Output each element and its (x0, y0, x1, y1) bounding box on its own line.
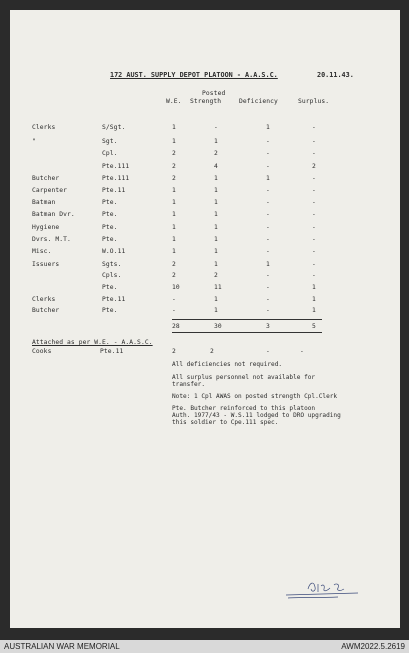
table-cell-deficiency: 1 (266, 175, 270, 182)
table-cell-surplus: - (312, 236, 316, 243)
total-posted: 30 (214, 323, 222, 330)
table-cell-surplus: 1 (312, 296, 316, 303)
attached-surplus: - (300, 348, 304, 355)
table-cell-posted: 1 (214, 236, 218, 243)
table-cell-trade: Issuers (32, 261, 60, 268)
table-cell-trade: Batman (32, 199, 56, 206)
table-cell-posted: 1 (214, 175, 218, 182)
total-rule (172, 319, 322, 320)
attached-heading: Attached as per W.E. - A.A.S.C. (32, 339, 153, 346)
table-cell-we: 1 (172, 236, 176, 243)
table-cell-surplus: - (312, 138, 316, 145)
table-cell-surplus: - (312, 150, 316, 157)
table-cell-surplus: - (312, 175, 316, 182)
table-cell-deficiency: - (266, 284, 270, 291)
attached-posted: 2 (210, 348, 214, 355)
header-surplus: Surplus. (298, 98, 330, 105)
table-cell-deficiency: - (266, 199, 270, 206)
table-cell-rank: S/Sgt. (102, 124, 126, 131)
table-cell-posted: 1 (214, 211, 218, 218)
document-date: 20.11.43. (317, 71, 354, 79)
table-cell-deficiency: 1 (266, 124, 270, 131)
table-cell-we: 2 (172, 272, 176, 279)
table-cell-deficiency: - (266, 296, 270, 303)
table-cell-trade: Batman Dvr. (32, 211, 75, 218)
table-cell-we: 1 (172, 211, 176, 218)
footer-accession: AWM2022.5.2619 (341, 642, 405, 651)
table-cell-trade: Hygiene (32, 224, 60, 231)
table-cell-we: 2 (172, 261, 176, 268)
attached-deficiency: - (266, 348, 270, 355)
document-title: 172 AUST. SUPPLY DEPOT PLATOON - A.A.S.C. (110, 71, 278, 79)
footer-institution: AUSTRALIAN WAR MEMORIAL (4, 642, 120, 651)
table-cell-deficiency: - (266, 138, 270, 145)
table-cell-we: 1 (172, 138, 176, 145)
table-cell-deficiency: - (266, 163, 270, 170)
table-cell-posted: 1 (214, 224, 218, 231)
table-cell-trade: Dvrs. M.T. (32, 236, 71, 243)
note-line: All surplus personnel not available for (172, 374, 316, 381)
table-cell-rank: Pte. (102, 236, 118, 243)
table-cell-deficiency: - (266, 307, 270, 314)
table-cell-deficiency: 1 (266, 261, 270, 268)
table-cell-rank: Pte. (102, 284, 118, 291)
table-cell-rank: Cpls. (102, 272, 122, 279)
table-cell-we: 1 (172, 199, 176, 206)
total-we: 28 (172, 323, 180, 330)
table-cell-we: 10 (172, 284, 180, 291)
table-cell-surplus: - (312, 187, 316, 194)
attached-rank: Pte.11 (100, 348, 124, 355)
table-cell-rank: Pte.11 (102, 187, 126, 194)
table-cell-trade: Butcher (32, 307, 60, 314)
table-cell-surplus: - (312, 248, 316, 255)
table-cell-we: 2 (172, 163, 176, 170)
table-cell-posted: 1 (214, 187, 218, 194)
table-cell-rank: W.O.11 (102, 248, 126, 255)
table-cell-rank: Pte.111 (102, 163, 130, 170)
table-cell-posted: 1 (214, 138, 218, 145)
table-cell-deficiency: - (266, 224, 270, 231)
table-cell-trade: " (32, 138, 36, 145)
table-cell-we: - (172, 307, 176, 314)
table-cell-we: 1 (172, 224, 176, 231)
table-cell-posted: 2 (214, 150, 218, 157)
table-cell-rank: Cpl. (102, 150, 118, 157)
table-cell-rank: Pte. (102, 307, 118, 314)
table-cell-rank: Pte. (102, 224, 118, 231)
table-cell-rank: Sgts. (102, 261, 122, 268)
header-strength: Strength (190, 98, 222, 105)
archive-footer (0, 640, 409, 653)
attached-we: 2 (172, 348, 176, 355)
table-cell-we: 1 (172, 124, 176, 131)
table-cell-surplus: - (312, 124, 316, 131)
header-deficiency: Deficiency (239, 98, 278, 105)
table-cell-surplus: - (312, 224, 316, 231)
table-cell-rank: Sgt. (102, 138, 118, 145)
table-cell-we: 2 (172, 175, 176, 182)
table-cell-posted: 11 (214, 284, 222, 291)
table-cell-posted: 1 (214, 307, 218, 314)
table-cell-posted: 1 (214, 261, 218, 268)
table-cell-deficiency: - (266, 248, 270, 255)
table-cell-trade: Clerks (32, 124, 56, 131)
table-cell-trade: Clerks (32, 296, 56, 303)
table-cell-we: 2 (172, 150, 176, 157)
note-line: this soldier to Cpe.111 spec. (172, 419, 279, 426)
table-cell-deficiency: - (266, 211, 270, 218)
table-cell-trade: Misc. (32, 248, 52, 255)
table-cell-posted: - (214, 124, 218, 131)
table-cell-trade: Butcher (32, 175, 60, 182)
table-cell-posted: 1 (214, 296, 218, 303)
table-cell-surplus: 1 (312, 307, 316, 314)
total-deficiency: 3 (266, 323, 270, 330)
table-cell-posted: 4 (214, 163, 218, 170)
table-cell-surplus: - (312, 211, 316, 218)
total-surplus: 5 (312, 323, 316, 330)
table-cell-rank: Pte.111 (102, 175, 130, 182)
table-cell-posted: 2 (214, 272, 218, 279)
total-double-rule (172, 332, 322, 333)
table-cell-surplus: - (312, 272, 316, 279)
table-cell-deficiency: - (266, 272, 270, 279)
table-cell-rank: Pte.11 (102, 296, 126, 303)
table-cell-trade: Carpenter (32, 187, 68, 194)
table-cell-we: 1 (172, 248, 176, 255)
table-cell-posted: 1 (214, 199, 218, 206)
header-we: W.E. (166, 98, 182, 105)
table-cell-surplus: 1 (312, 284, 316, 291)
handwritten-signature (278, 576, 370, 602)
table-cell-surplus: - (312, 199, 316, 206)
note-line: transfer. (172, 381, 206, 388)
table-cell-we: - (172, 296, 176, 303)
attached-trade: Cooks (32, 348, 52, 355)
table-cell-deficiency: - (266, 187, 270, 194)
header-posted: Posted (202, 90, 226, 97)
note-line: Pte. Butcher reinforced to this platoon (172, 405, 316, 412)
table-cell-rank: Pte. (102, 211, 118, 218)
note-line: Auth. 1977/43 - W.S.11 lodged to DRO upgrading (172, 412, 341, 419)
table-cell-surplus: - (312, 261, 316, 268)
table-cell-surplus: 2 (312, 163, 316, 170)
table-cell-rank: Pte. (102, 199, 118, 206)
table-cell-deficiency: - (266, 236, 270, 243)
table-cell-posted: 1 (214, 248, 218, 255)
table-cell-deficiency: - (266, 150, 270, 157)
note-line: All deficiencies not required. (172, 361, 283, 368)
note-line: Note: 1 Cpl AWAS on posted strength Cpl.Clerk (172, 393, 338, 400)
table-cell-we: 1 (172, 187, 176, 194)
document-page (10, 10, 400, 628)
